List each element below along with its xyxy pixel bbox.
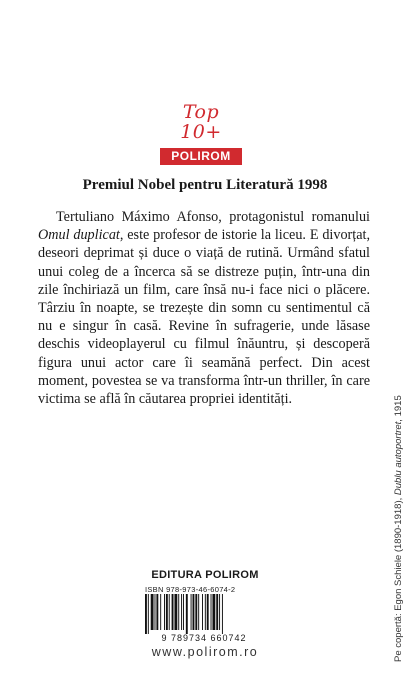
- barcode-icon: [143, 594, 265, 634]
- blurb-text-rest: , este profesor de istorie la liceu. E divorțat, deseori deprimat și duce o viață de rutină. Urmând sfatul unui coleg de a încerca să se distreze puțin, într-una din zile închiriază un film, care însă nu-i face nici o plăcere. Târziu în noapte, se trezește din somn cu sentimentul că nu e singur în casă. Revine în sufragerie, unde lăsase deschis videoplayerul cu filmul înăuntru, și descoperă figura unui actor care îi seamănă perfect. Din acest moment, povestea se va transforma într-un thriller, în care victima se află în căutarea propriei identități.: [38, 227, 370, 408]
- publisher-name: EDITURA POLIROM: [151, 569, 259, 581]
- top10-script-text: Top 10+: [180, 101, 222, 143]
- website-url: www.polirom.ro: [151, 645, 259, 659]
- book-blurb: [38, 208, 370, 408]
- cover-credit: [393, 395, 404, 662]
- blurb-text-start: Tertuliano Máximo Afonso, protagonistul romanului: [56, 209, 370, 225]
- isbn-number: ISBN 978-973-46-6074-2: [145, 585, 236, 594]
- award-heading: Premiul Nobel pentru Literatură 1998: [82, 177, 328, 193]
- polirom-brand-box: POLIROM: [160, 148, 242, 165]
- top10-logo: [160, 102, 242, 165]
- credit-year: , 1915: [393, 395, 404, 422]
- barcode-digits: 9 789734 660742: [161, 633, 247, 643]
- credit-prefix: Pe copertă: Egon Schiele (1890-1918),: [393, 495, 404, 662]
- blurb-book-title: Omul duplicat: [38, 227, 120, 244]
- credit-work-title: Dublu autoportret: [393, 421, 404, 496]
